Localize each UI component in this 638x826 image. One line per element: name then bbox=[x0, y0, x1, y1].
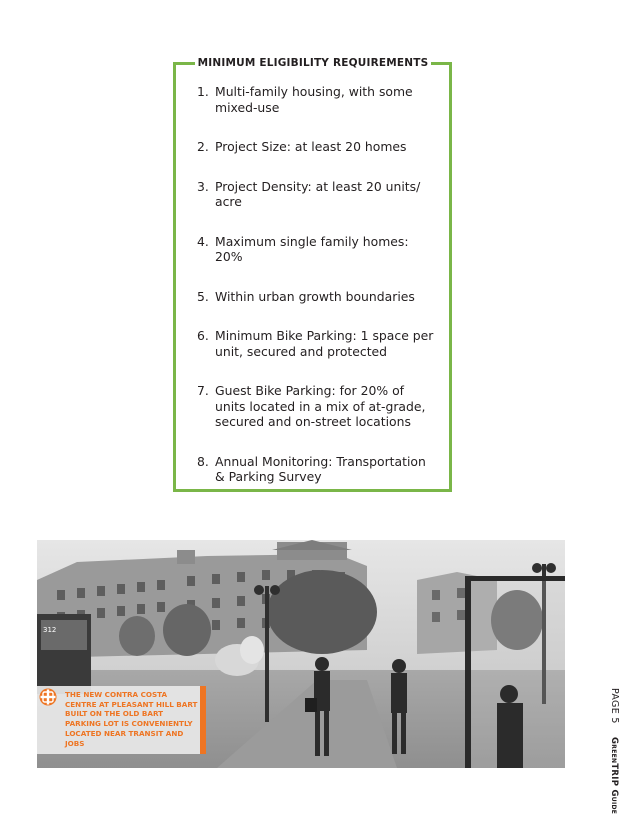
photo-caption bbox=[37, 686, 206, 754]
requirement-item bbox=[197, 289, 437, 305]
requirements-list bbox=[197, 84, 437, 509]
requirement-text: Guest Bike Parking: for 20% of units located in a mix of at-grade, secured and on-street locations bbox=[215, 383, 426, 429]
requirement-number: 1. bbox=[197, 84, 209, 99]
requirement-item bbox=[197, 139, 437, 155]
requirement-item bbox=[197, 328, 437, 359]
page-footer-label bbox=[602, 688, 620, 818]
requirement-number: 5. bbox=[197, 288, 209, 304]
requirement-text: Maximum single family homes: 20% bbox=[215, 233, 409, 264]
requirement-number: 7. bbox=[197, 383, 209, 398]
requirement-text: Annual Monitoring: Transportation & Parking Survey bbox=[215, 453, 426, 484]
requirement-number: 8. bbox=[197, 453, 209, 469]
requirement-item bbox=[197, 383, 437, 430]
requirement-item bbox=[197, 84, 437, 115]
requirement-item bbox=[197, 179, 437, 210]
requirement-number: 2. bbox=[197, 139, 209, 154]
guide-title: GreenTRIP Guide bbox=[609, 737, 619, 815]
bus-number: 312 bbox=[43, 626, 57, 634]
requirement-text: Minimum Bike Parking: 1 space per unit, secured and protected bbox=[215, 328, 434, 359]
requirement-text: Within urban growth boundaries bbox=[215, 288, 415, 304]
requirement-number: 6. bbox=[197, 328, 209, 343]
requirement-number: 4. bbox=[197, 233, 209, 249]
requirement-item bbox=[197, 234, 437, 265]
transit-logo-icon bbox=[39, 688, 57, 706]
requirement-text: Project Density: at least 20 units/ acre bbox=[215, 178, 421, 209]
requirements-title: MINIMUM ELIGIBILITY REQUIREMENTS bbox=[195, 56, 431, 71]
requirement-text: Project Size: at least 20 homes bbox=[215, 139, 407, 154]
requirement-text: Multi-family housing, with some mixed-use bbox=[215, 84, 413, 115]
page-number: PAGE 5 bbox=[609, 688, 620, 724]
caption-text: THE NEW CONTRA COSTA CENTRE AT PLEASANT HILL BART BUILT ON THE OLD BART PARKING LOT IS CONVENIENTLY LOCATED NEAR TRANSIT AND JOBS bbox=[65, 690, 198, 748]
requirement-item bbox=[197, 454, 437, 485]
requirement-number: 3. bbox=[197, 178, 209, 194]
